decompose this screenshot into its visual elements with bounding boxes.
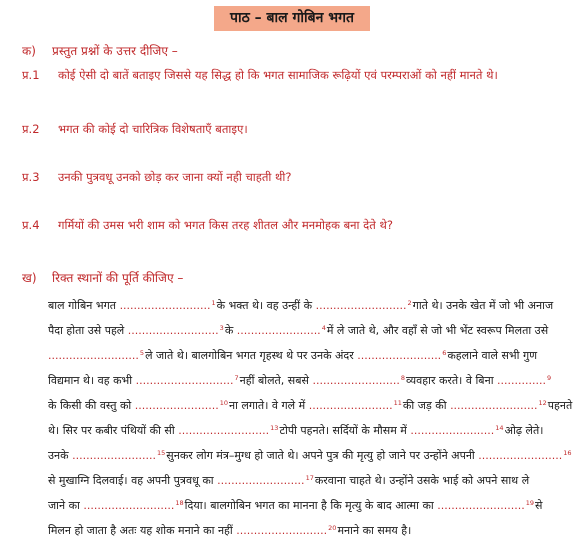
title-wrap [0, 6, 584, 31]
question-1-text: कोई ऐसी दो बातें बताइए जिससे यह सिद्ध हो कि भगत सामाजिक रूढ़ियों एवं परम्पराओं को नहीं मानते थे। [58, 68, 498, 82]
blank-number: 2 [407, 299, 412, 307]
fill-text: थे। सिर पर कबीर पंथियों की सी [48, 424, 175, 437]
question-2 [22, 121, 248, 137]
question-4-text: गर्मियों की उमस भरी शाम को भगत किस तरह शीतल और मनमोहक बना देते थे? [58, 218, 393, 232]
fill-line-8 [48, 470, 529, 489]
fill-text: कहलाने वाले सभी गुण [447, 349, 538, 362]
blank-number: 7 [234, 374, 239, 382]
blank-number: 11 [393, 399, 402, 407]
blank-number: 3 [219, 324, 224, 332]
blank[interactable]: ........................ [410, 424, 495, 437]
fill-text: नहीं बोलते, सबसे [239, 374, 309, 387]
blank[interactable]: .......................... [83, 499, 175, 512]
blank[interactable]: ........................ [308, 399, 393, 412]
fill-line-9 [48, 495, 542, 514]
question-1 [22, 67, 498, 83]
blank-number: 16 [563, 449, 572, 457]
blank-number: 8 [400, 374, 406, 382]
section-a-label: क) [22, 44, 36, 58]
blank-number: 13 [270, 424, 279, 432]
fill-text: पैदा होता उसे पहले [48, 324, 125, 337]
question-2-text: भगत की कोई दो चारित्रिक विशेषताएँ बताइए। [58, 122, 248, 136]
blank[interactable]: .............. [497, 374, 546, 387]
blank-number: 20 [328, 524, 337, 532]
blank[interactable]: ............................ [135, 374, 234, 387]
fill-text: में ले जाते थे, और वहाँ से जो भी भेंट स्वरूप मिलता उसे [326, 324, 549, 337]
blank-number: 15 [157, 449, 166, 457]
blank-number: 5 [139, 349, 145, 357]
question-1-number: प्र.1 [22, 68, 40, 82]
blank[interactable]: ........................ [478, 449, 563, 462]
fill-text: ना लगाते। वे गले में [228, 399, 306, 412]
blank[interactable]: ......................... [437, 499, 525, 512]
fill-line-2 [48, 320, 548, 339]
blank-number: 9 [547, 374, 552, 382]
blank[interactable]: ......................... [217, 474, 305, 487]
fill-line-10 [48, 520, 411, 539]
fill-text: ले जाते थे। बालगोबिन भगत गृहस्थ थे पर उनके अंदर [145, 349, 354, 362]
section-b-text: रिक्त स्थानों की पूर्ति कीजिए – [52, 271, 184, 285]
question-3-text: उनकी पुत्रवधू उनको छोड़ कर जाना क्यों नही चाहती थी? [58, 170, 292, 184]
blank[interactable]: .......................... [127, 324, 219, 337]
question-3 [22, 169, 291, 185]
blank[interactable]: ........................ [236, 324, 321, 337]
blank[interactable]: .......................... [315, 299, 407, 312]
blank-number: 19 [525, 499, 534, 507]
page-title: पाठ – बाल गोबिन भगत [214, 6, 370, 31]
fill-line-7 [48, 445, 572, 464]
blank-number: 12 [538, 399, 547, 407]
fill-text: बाल गोबिन भगत [48, 299, 117, 312]
fill-text: उनके [48, 449, 69, 462]
blank-number: 17 [305, 474, 314, 482]
question-3-number: प्र.3 [22, 170, 40, 184]
question-4 [22, 217, 393, 233]
section-b-heading [22, 270, 183, 286]
blank-number: 4 [321, 324, 326, 332]
fill-line-3 [48, 345, 537, 364]
fill-text: दिया। बालगोबिन भगत का मानना है कि मृत्यु के बाद आत्मा का [184, 499, 434, 512]
blank[interactable]: ........................ [357, 349, 442, 362]
fill-text: गाते थे। उनके खेत में जो भी अनाज [412, 299, 554, 312]
blank[interactable]: .......................... [48, 349, 139, 362]
fill-text: से मुखाग्नि दिलवाई। वह अपनी पुत्रवधू का [48, 474, 214, 487]
fill-text: टोपी पहनते। सर्दियों के मौसम में [279, 424, 407, 437]
fill-text: सुनकर लोग मंत्र–मुग्ध हो जाते थे। अपने पुत्र की मृत्यु हो जाने पर उन्होंने अपनी [166, 449, 475, 462]
fill-text: से [534, 499, 543, 512]
fill-text: विद्यमान थे। वह कभी [48, 374, 133, 387]
question-2-number: प्र.2 [22, 122, 40, 136]
blank[interactable]: ......................... [450, 399, 538, 412]
fill-text: मिलन हो जाता है अतः यह शोक मनाने का नहीं [48, 524, 233, 537]
fill-text: के [224, 324, 234, 337]
blank[interactable]: .......................... [178, 424, 270, 437]
fill-line-4 [48, 370, 552, 389]
blank-number: 18 [175, 499, 184, 507]
blank-number: 14 [495, 424, 504, 432]
fill-text: के किसी की वस्तु को [48, 399, 132, 412]
question-4-number: प्र.4 [22, 218, 40, 232]
fill-text: की जड़ की [402, 399, 447, 412]
section-a-heading [22, 43, 178, 59]
fill-line-6 [48, 420, 543, 439]
fill-text: करवाना चाहते थे। उन्होंने उसके भाई को अपने साथ ले [314, 474, 530, 487]
fill-text: पहनते [547, 399, 573, 412]
section-b-label: ख) [22, 271, 37, 285]
blank[interactable]: ........................ [72, 449, 157, 462]
blank[interactable]: .......................... [119, 299, 211, 312]
fill-text: मनाने का समय है। [337, 524, 412, 537]
blank-number: 1 [211, 299, 216, 307]
fill-text: के भक्त थे। वह उन्हीं के [216, 299, 313, 312]
blank[interactable]: .......................... [236, 524, 328, 537]
fill-text: जाने का [48, 499, 80, 512]
blank-number: 6 [442, 349, 447, 357]
fill-line-5 [48, 395, 572, 414]
fill-text: ओढ़ लेते। [504, 424, 544, 437]
fill-text: व्यवहार करते। वे बिना [406, 374, 494, 387]
blank[interactable]: ........................ [134, 399, 219, 412]
section-a-text: प्रस्तुत प्रश्नों के उत्तर दीजिए – [52, 44, 178, 58]
fill-line-1 [48, 295, 553, 314]
blank-number: 10 [219, 399, 228, 407]
blank[interactable]: ......................... [312, 374, 400, 387]
